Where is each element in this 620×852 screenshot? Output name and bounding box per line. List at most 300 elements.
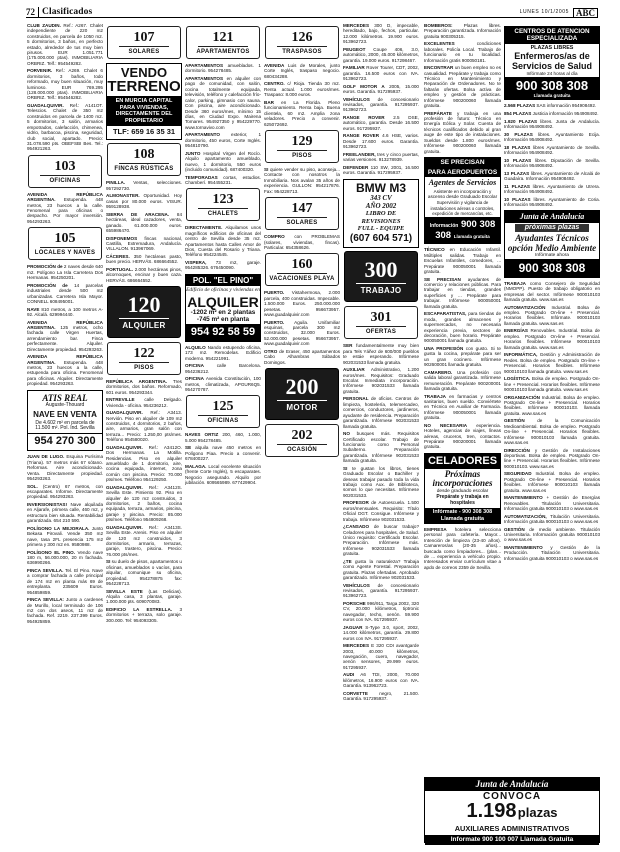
ad-heading: NAVE [27, 306, 40, 312]
ad-text: de concesionario revisados, garantía. 917295937. 913962723. [343, 96, 419, 113]
ad-text: SAS información 954908492. [535, 103, 597, 109]
ad-list [424, 23, 501, 154]
ad-text: y Gestión de Instalaciones deportivas. Bolsa de empleo. Postgrado On-line + Presencial. Horarios flexibles. Infórmese 900010103. www.sas.es [504, 447, 600, 469]
classified-ad [424, 277, 501, 309]
health-free-call: Llamada gratuita [505, 93, 599, 99]
ad-text: de Eraser, 450 apartamentos Cabo Alhambras Sábados Domingos. [264, 348, 340, 365]
classified-ad [343, 23, 419, 45]
ad-heading: NAVES ORTIZ [185, 432, 219, 438]
ad-heading: PEUGEOT [343, 46, 366, 52]
ad-text: Ventas, selecciones. 957292730. [106, 180, 182, 191]
ad-text: y Gestión de la Producción. Titulación Universitaria. Información gratuita 900010103 o www.sas.es [504, 544, 600, 561]
category-work [344, 251, 418, 302]
classified-ad [343, 396, 419, 428]
ad-heading: SEVILLA ESTE [106, 588, 143, 594]
classified-ad [343, 625, 419, 641]
ad-heading: ENERGÍAS [504, 328, 528, 334]
ad-text: Esquina Purísima (Triana). 57 metros más 67 sótano. Reformas. Aire acondicionado. Venta. Directamente propiedad. 954293263. [27, 454, 103, 481]
classified-ad [343, 133, 419, 149]
ad-list [106, 379, 182, 624]
category-name: CHALETS [207, 211, 239, 218]
ad-heading: 13 PLAZAS [504, 170, 530, 176]
classified-ad [185, 432, 261, 443]
classified-ad [106, 445, 182, 483]
ad-text: 996/911, Targa 2002, 320 CV, 20.000 kilómetros, tiptronic navegador, techo, xenón. 59.900 euros con IVA. 917295937. [343, 601, 419, 623]
ad-heading: OTRO [264, 348, 278, 354]
classified-ad [504, 495, 600, 511]
category-name: PISOS [134, 364, 154, 371]
category-name: APARTAMENTOS [196, 49, 250, 55]
category-flats-wanted [265, 130, 339, 163]
ad-heading: SEGURIDAD [504, 471, 532, 477]
ad-text: un buen empleo no es casualidad. Prepárate y trabaja como Técnico en Mantenimiento y Reparación de Ordenadores. No te faltarán ofertas. Bolsa activa de empleo y gestión de prácticas. Infórmese 900200060 llamada gratuita. [424, 65, 501, 109]
category-rental [107, 286, 181, 337]
admin-ad-plazas: plazas [517, 805, 558, 821]
classified-ad [343, 152, 419, 163]
ad-text: de medio ambiente. Titulación Universitaria. Información gratuita 900010103 o www.sas.es [504, 526, 600, 543]
classified-ad [504, 352, 600, 374]
category-transfers [265, 26, 339, 59]
ad-text: para tiendas de moda, grandes almacenes y supermercados, no necesaria experiencia previa, sectores de decoración, buen horario. Prepárate 900050001 llamada gratuita. [424, 311, 501, 344]
ad-text: Plazas libres. Preparación garantizada. Información gratuita 900305315. [424, 23, 501, 39]
ad-text: 110 SW, 2001, 16.500 euros. Garantía. 917295937. [343, 164, 419, 176]
category-offices [186, 395, 260, 428]
ad-heading: 30 PLAZAS [504, 131, 533, 137]
classified-ad [424, 370, 501, 392]
classified-ad [504, 376, 600, 392]
ad-heading: 10 PLAZAS [504, 196, 531, 202]
ad-heading: ¿CANSADO [343, 524, 370, 530]
category-number: 122 [133, 345, 155, 361]
ad-text: 300 D, impecable, hereditado, bajo, fechos, particular. 12.000 kilómetros. 19.900 euros. 913962723. [343, 23, 419, 45]
ad-heading: ALMONASTER. [106, 193, 140, 199]
category-name: LOCALES Y NAVES [34, 250, 96, 257]
ad-text: de la Comunicación Medioambiental. Bolsa de empleo. Postgrado On-line + Presencial. Horarios flexibles. Infórmese 900010103 llamada gratuita. www.sas.es [504, 418, 600, 445]
sale-box-phone: 954 270 300 [28, 433, 102, 448]
ad-text: quiere vender su piso, aconseja... Contacte con nosotros la Inmobiliaria. Nos avalan 35 años de experiencia. GULLON: 954217876. Fax: 954228713. [264, 167, 340, 194]
classified-ad [264, 290, 340, 317]
classified-ad [343, 165, 419, 176]
ad-heading: SI [343, 465, 348, 471]
classified-ad [504, 132, 600, 143]
ad-text: Hospital Virgen del Rocío. Alquilo apartamento amueblado, nuevo, 1 dormitorio, 550 euros (incluido comunidad). 687400320. [185, 150, 261, 172]
ad-heading: BAR [264, 99, 274, 105]
airport-info-label: Información [429, 223, 459, 230]
ad-heading: TRABAJA [504, 280, 526, 286]
ad-heading: AUTOMATIZACIÓN, [504, 513, 547, 519]
ad-text: Alquilamos unos magníficos edificios de oficinas del centro de Sevilla desde 35 m2. Apartamentos hasta Calles Amor de Dios, Cuesta del Rosario y Triana. Teléfono 954224545. [185, 225, 261, 258]
office-rental-title: POL. "EL PINO" [186, 275, 260, 286]
classified-ad [106, 397, 182, 408]
health-jobs-ad [504, 26, 600, 100]
classified-ad [343, 367, 419, 394]
ad-heading: 11 PLAZAS [504, 183, 530, 189]
ad-text: 3 dormitorios + terraza, solo garaje. 300.000. Tel: 954093305. [106, 607, 182, 623]
category-motor [265, 368, 339, 419]
ad-heading: GUADALQUIVIR. [106, 444, 143, 450]
airport-title: SE PRECISAN [425, 158, 500, 168]
airport-line-3: Supervisión y vigilancia de instalaciones aéreas o controles, expedición de mercancías, etc. [430, 200, 495, 216]
classified-ad [504, 119, 600, 130]
ad-heading: MANTENIMIENTO [504, 544, 543, 550]
ad-heading: PROMOCIÓN de [27, 282, 68, 288]
ad-text: busques más. Requisitos Certificado escolar. Trabajo de funcionario como Personal Subalterno. Preparación garantizada. Infórmese 902031533 llamada gratuita. [343, 431, 419, 464]
bmw-phone: (607 604 571) [349, 233, 413, 245]
airport-free-call: Llamada gratuita [453, 234, 490, 240]
ad-text: Vistahermosa, 2.000 parcela, 400 construidas. Impecable. 1.500.000 Euros. 250.000.000 pesetas. 956673957. www.guadalquivir.com [264, 290, 340, 318]
classified-ad [343, 643, 419, 670]
env-heading-1: Ayudantes Técnicos [515, 233, 589, 244]
newspaper-logo: ABC [573, 8, 598, 18]
ad-list [264, 167, 340, 194]
ad-heading: JAGUAR [343, 624, 363, 630]
ad-text: de oficios. Centros de limpieza, hostelería, telemercadeo, comercios, conductores, jardineros, ayudante de residencia. Preparación garantizada. Infórmese 902031533 llamada gratuita. [343, 396, 419, 429]
ad-text: Junto a cardenes de Murillo, local terminado de 106 m2 con dos aseos, 11 m2 de fachada. Ref. 2219. 237.399 Euros. 954925859. [27, 597, 103, 624]
env-upcoming: próximas plazas [515, 224, 589, 232]
office-rental-size-2: -745 m² en planta [196, 316, 250, 324]
ad-heading: SI [106, 559, 111, 565]
ad-text: Ref.: A269. Chalet 6 dormitorios, 3 baños, todo reformado, muy buen situación, muy luminoso. EUR 769.295 (128.000.000 ptas). INMOBILIARIA ORBRIZ. Telf.: 954546282. [27, 68, 103, 101]
classified-ad [106, 589, 182, 605]
ad-heading: TRABAJA [424, 393, 446, 399]
ad-heading: DIRECCIÓN [504, 447, 530, 453]
airport-line-1: Asistente en incorporación y [433, 188, 492, 194]
classified-ad [504, 158, 600, 169]
ad-text: Junto Bekasa Pirovali. Vende 350 m2 nave, tasa 2FL presencia 175 m2 primera y 300 m2 en. 9580988. [27, 525, 103, 547]
ad-list [185, 225, 261, 270]
category-number: 121 [212, 30, 234, 45]
ad-text: hotelera selecciona personal para cafetería. Mayor... Intención de limpieza (23-40 años). Camareros/as (20-35 años)... buscada como limpiadores... (plan... de ... experiencia a vehículo propio. Interesados enviar currículum vitae a apdo de correos 2359 de Sevilla. [424, 526, 501, 570]
ad-text: gusta la naturaleza? Trabaja como Agente Forestal. Preparación gratuita. Plazas ofertadas. Aprobado garantizado. Infórmese 902031533. [343, 558, 419, 580]
ad-heading: GESTIÓN [504, 418, 525, 424]
category-premises [28, 227, 102, 260]
classified-ad [424, 423, 501, 450]
ad-heading: PORTUGAL. [106, 267, 134, 272]
ad-text: libres. Ayuntamiento de Coria. Información 954908492. [504, 196, 600, 207]
ad-text: Ref.: A267. Chalet independiente de 220 m2 construidos, en parcela de 1050 m2. 5 dormitorios, 3 baños, en perfecto estado, alrededor de tus muy bien pirusos. EUR 1.051.771 (175.000.000 ptas). INMOBILIARIA ORBRIZ. Telf.: 954549282. [27, 23, 103, 66]
category-name: TRASPASOS [282, 49, 322, 55]
ad-text: Ref.: A141OT. Telescios. Chalet de 350 m2 construidos en parcela de 1400 m2. 5 dormitorios, 3 salón, armarios empotrados, calefacción, chimenea, vidrio, barbacoa, piscina, seguridad, club social, apartado. Precio: 31.078.590 pts. OBEFSBI Bes. Tel.: 954921263. [27, 103, 103, 152]
category-number: 129 [291, 133, 313, 149]
ad-text: condiciones laborales. Policía Local. Trabajo de funcionario en tu localidad. Información gratis 900050181. [424, 41, 501, 63]
ad-list [424, 527, 501, 570]
ad-text: Una profesión con salida laboral garantizada. Infórmese remuneración. Prepárate 900200001 llamada gratuita. [424, 369, 501, 391]
ad-heading: 1.920 PLAZAS [504, 118, 538, 124]
ad-heading: RANGE ROVER [343, 115, 385, 121]
ad-text: fincas nacional, Castilla, Extremadura, Andalucía. VILLALON. 913967069. [106, 235, 182, 252]
ad-heading: CAMARERO. [424, 369, 453, 375]
classified-ad [424, 247, 501, 274]
ad-text: libres. Ayuntamiento Ecija. Información 954908492. [504, 131, 600, 142]
classified-ad [106, 607, 182, 623]
ad-text: en farmacias y centros sanitarios, buen sueldo. Conviértete en Técnico en Auxiliar de Farmacia. Infórmese 900050001 llamada gratuita. [424, 393, 501, 421]
ad-text: Luis de Morales, junto Corte Inglés, traspaso negocio. 680434288. [264, 63, 340, 79]
category-name: SOLARES [128, 49, 160, 55]
ad-text: (Centro) 67 metros, con escaparates. Informe. Directamente propiedad. 954293263. [27, 483, 103, 500]
classified-ad [424, 311, 501, 343]
classified-ad [343, 559, 419, 581]
classified-ad [504, 448, 600, 470]
classified-ad [106, 525, 182, 557]
ad-heading: FINCA SEVILLA. [27, 567, 64, 573]
ad-text: E 320 CDI avantgarde 2003, 40.000 kilómetros, navegación, cuero, navegador, xenón sensores, 29.999 euros. 917295937. [343, 643, 419, 670]
classified-ad [424, 111, 501, 154]
category-number: 107 [133, 30, 155, 45]
admin-ad-role: AUXILIARES ADMINISTRATIVOS [454, 824, 570, 834]
classified-ad [343, 466, 419, 498]
ad-text: amueblados. 1 dormitorio. 954278485. [185, 63, 261, 74]
column-1 [27, 23, 103, 844]
category-chalets [186, 188, 260, 221]
category-name: MOTOR [286, 403, 318, 413]
category-name: OFERTAS [365, 329, 397, 336]
category-rustic-estates [107, 143, 181, 176]
classified-ad [343, 601, 419, 623]
ad-heading: APARTAMENTOS [185, 63, 224, 69]
classified-ad [343, 672, 419, 688]
land-sale-ad [106, 63, 182, 140]
health-title-2: ESPECIALIZADA [505, 35, 599, 43]
bmw-power: 343 CV [370, 193, 392, 202]
ad-heading: JUNTO [185, 150, 201, 156]
ad-text: con PROBLEMAS (solares, viviendas, fincas). Particular. 654358626. [264, 234, 340, 250]
classified-ad [27, 264, 103, 280]
health-free-places: PLAZAS LIBRES [530, 44, 574, 51]
ad-heading: INVERSIONISTAS! [27, 501, 67, 507]
ad-heading: CLUB ZAUDIN. [27, 23, 61, 28]
bmw-ad [343, 179, 419, 248]
orderlies-ad [424, 453, 501, 524]
sale-box-subtitle: Auguste-Thouard [45, 402, 85, 409]
ad-list [27, 192, 103, 224]
classified-ad [27, 526, 103, 548]
ad-text: Ref.: A3412O. Dos Hermanas. La Motilla. Residencias. Piso en alquiler amueblado de 1 dormitorio, aire, cocina equipada, internet, zona común con piscina. Precio: 70.000 pts/mes. Teléfono 954129250. [106, 444, 182, 483]
classified-ad [27, 502, 103, 524]
ad-heading: GOLF MOTOR A [343, 83, 385, 89]
ad-text: calle Barcelona. 954236212. [185, 363, 261, 374]
ad-heading: GUADALQUIVIR. [106, 484, 143, 490]
ad-text: Gestión y Administración de Redes. Bolsa de empleo. Postgrado On-line + Presencial. Horarios flexibles. Infórmese 900010103 llamada gratuita. www.sas.es [504, 352, 600, 374]
classified-ad [27, 484, 103, 500]
classified-ad [264, 167, 340, 194]
ad-heading: UNA PROFESIÓN [424, 345, 464, 351]
ad-text: + Gestión de Energías Renovables. Titulación Universitaria. Información gratuita 900010103 o www.sas.es [504, 495, 600, 511]
ad-heading: JUAN DE LUGO. [27, 454, 65, 460]
ad-list [504, 281, 600, 561]
classified-ad [27, 320, 103, 352]
ad-heading: BOMBEROS: [424, 23, 453, 28]
category-flats [107, 342, 181, 375]
admin-assistants-ad [424, 777, 600, 843]
category-name: OCASIÓN [286, 446, 318, 453]
column-7 [504, 23, 600, 844]
ad-heading: MALAGA. [185, 463, 207, 469]
category-name: SOLARES [286, 220, 318, 227]
classified-ad [185, 363, 261, 374]
classified-ad [106, 410, 182, 442]
health-title-1: CENTROS DE ATENCION [505, 27, 599, 35]
ad-heading: AVENIDA [264, 63, 285, 69]
classified-ad [504, 145, 600, 156]
classified-ad [27, 192, 103, 224]
airport-line-2: ascenso desde Graduado Escolar [427, 194, 498, 200]
ad-heading: MANTENIMIENTO [504, 495, 543, 501]
ad-heading: SE PRECISAN [424, 276, 461, 282]
classified-ad [343, 524, 419, 556]
classified-ad [343, 65, 419, 81]
ad-heading: COMPRO [264, 234, 285, 240]
ad-text: Industrial. Bolsa de empleo. Postgrado On-line + Presencial. Horarios flexibles. Infórmese 900010103. llamada gratuita. www.sas.es [504, 394, 600, 416]
ad-heading: LOGÍSTICA. [504, 376, 531, 382]
classified-ad [343, 500, 419, 522]
classified-ad [504, 527, 600, 543]
orderlies-incorporations: incorporaciones [432, 477, 493, 488]
classified-ad [106, 236, 182, 252]
ad-heading: SER [343, 343, 353, 349]
ad-heading: FAMILIAR [343, 65, 365, 71]
ad-text: te gustan los libros, tienes Graduado Escolar o Bachiller y deseas trabajar pasado toda la vida trabajo como Aux. de Biblioteca, somos lo que necesitas. Infórmese 902031533. [343, 465, 419, 498]
classified-ad [343, 84, 419, 95]
ad-list [343, 583, 419, 702]
classified-ad [106, 193, 182, 209]
ad-text: A6 TDI, 2000, 70.000 kilómetros, 16.900 euros con IVA. Garantía. 913962723. [343, 672, 419, 689]
category-number: 125 [212, 399, 234, 415]
ad-text: 14 parcelas industriales desde 500 m2 urbanizadas. Carretera Isla Mayor. CONNELL 608495001. [27, 282, 103, 304]
ad-text: 350 hectáreas pasto, buen precio. HERVÁS. 686664552. [106, 254, 182, 265]
ad-text: libres. Ayuntamiento de Alcalá de Guadaíra. Información 954908492. [504, 170, 600, 181]
ad-heading: 10 PLAZAS [504, 157, 532, 163]
ad-heading: POLÍGONO EL PINO. [27, 549, 76, 555]
env-phone: 900 308 308 [505, 259, 599, 277]
ad-heading: 854 PLAZAS [504, 110, 532, 116]
orderlies-phone: Infórmate - 900 308 308 Llamada gratuita [425, 508, 500, 523]
classified-ad [185, 76, 261, 130]
category-name: OFICINAS [49, 177, 81, 184]
ad-list [27, 264, 103, 386]
classified-ad [504, 281, 600, 303]
classified-ad [504, 103, 600, 108]
health-hours: Infórmate 24 horas al día [526, 71, 578, 77]
classified-ad [343, 431, 419, 463]
ad-list [343, 343, 419, 580]
ad-text: 2.5 DSE, automático, garantía. Desde 16.500 euros. 917295937. [343, 115, 419, 131]
ad-text: 125 metros, ocho fachada calle Virgen Huertas, arrendamiento bar. Finca perfectamente. Alquiler. Directamente propiedad. 954293263. [27, 324, 103, 352]
ad-heading: GUADALQUIVIR. [106, 410, 143, 416]
ad-heading: ORGANIZACIÓN [504, 394, 540, 400]
ad-heading: EDIFICIO LA ESTRELLA. [106, 607, 173, 613]
ad-heading: TEMPORADAS [185, 174, 218, 180]
bmw-feature-3: FULL - EQUIPE [357, 225, 405, 233]
bmw-year: AÑO 2002 [365, 201, 397, 210]
ad-heading: PORVENIR. [27, 68, 53, 74]
category-apartments [186, 26, 260, 59]
classified-ad [185, 63, 261, 74]
category-name: FINCAS RÚSTICAS [114, 166, 174, 173]
ad-heading: ¿TE [343, 558, 352, 564]
classified-ad [185, 175, 261, 186]
land-sale-text: EN MURCIA CAPITAL PARA VIVIENDAS, DIRECTAMENTE DEL PROPIETARIO [107, 96, 181, 126]
classified-ad [27, 550, 103, 566]
ad-text: de buscar trabajo? Celadores para hospitales, de Salud. Único requisito: Certificado Escolar. Preparación. Infórmese más. Infórmese 902031533 llamada gratuita. [343, 524, 419, 557]
classified-ad [504, 305, 600, 327]
ad-list [27, 23, 103, 152]
office-rental-phone: 954 92 58 59 [186, 324, 260, 341]
ad-heading: GESTIÓN [504, 526, 525, 532]
land-sale-subtitle: TERRENO [107, 78, 181, 96]
env-title: Junta de Andalucía [505, 211, 599, 222]
office-rental-heading: ALQUILER [187, 293, 259, 310]
column-2 [106, 23, 182, 844]
ad-text: cortas, estudios. Chamberí. 954455231. [185, 174, 261, 185]
classified-ad [424, 346, 501, 368]
ad-text: 2005, 15.000 euros. Garantía. 917295937. [343, 83, 419, 95]
category-name: ALQUILER [122, 321, 166, 331]
ad-text: Ref.: A3413S. Sevilla Este. Arenis. Piso en alquiler de 120 m2 construidos, 3 dormitorios, armario, terrazas, garaje, trastero, piscina. Precio: 76.000 pts/mes. [106, 524, 182, 557]
airport-jobs-ad [424, 157, 501, 245]
ad-text: libres. Ayuntamiento de Utrera. Información 954908492. [504, 183, 600, 194]
ad-heading: MERCEDES [343, 643, 370, 649]
admin-ad-convoca: CONVOCA [482, 790, 542, 802]
ad-text: experiencia. Hoteles, agencias de viajes, líneas aéreas, cruceros, tren, contactos. Prepárate 900200001 llamada gratuita. [424, 422, 501, 450]
sale-box-text: De 4.602 m² en parcela de 11.500 m². Pol. Ind. Sevilla [35, 419, 95, 432]
classified-ad [106, 559, 182, 586]
orderlies-next: Próximas [444, 468, 481, 479]
ad-heading: VEHÍCULOS [343, 582, 370, 588]
ad-heading: PUERTO. [264, 319, 285, 325]
ad-heading: FINCA SEVILLA: [27, 597, 64, 603]
ad-text: Estupenda. 448 metros, 23 huecos a la calle, estupenda para oficina. Fenomenal para oficinas. Alquiler. Directamente propiedad. 954293263. [27, 359, 103, 387]
ad-heading: MERCEDES [343, 23, 370, 28]
classified-ad [185, 151, 261, 173]
page-number: 72 [26, 7, 39, 18]
bmw-feature-2: REVISIONES [361, 217, 401, 225]
ad-list [264, 290, 340, 365]
classified-ad [504, 471, 600, 493]
office-rental-ad [185, 274, 261, 342]
classified-ad [185, 132, 261, 148]
ad-list [424, 247, 501, 449]
category-number: 123 [212, 192, 234, 208]
category-number: 160 [291, 257, 313, 273]
classified-ad [264, 100, 340, 127]
ad-text: Aguila. Unifamiliar esquinas, parcela 300 m2 construidos, 32.000 Euros. 52.000.000 pesetas. 956673957. www.guadalquivir.com [264, 319, 340, 347]
ad-heading: PREPÁRATE [424, 110, 452, 116]
classified-ad [106, 485, 182, 523]
ad-list [185, 63, 261, 185]
ad-heading: AVENIDA REPÚBLICA ARGENTINA. [27, 319, 103, 330]
classified-ad [27, 307, 103, 318]
health-heading-2: Servicios de Salud [511, 61, 593, 72]
classified-ad [343, 343, 419, 365]
classified-ad [424, 394, 501, 421]
admin-ad-count: 1.198 [466, 800, 517, 823]
ad-text: Ref.: A3412S. Sevilla Este. Pimiento 92. Piso en alquiler de 120 m2 construidos, 3 dormitorios, 2 baños, cocina equipada, terraza, armarios, piscina, garaje y piscina. Precio: 85.000 pts/mes. Teléfono 954809268. [106, 484, 182, 523]
ad-heading: SE [185, 445, 192, 451]
ad-text: fundamentalmente muy bien para Tels Yáñez de 600/000 pueblos te estáe esperando. Infórmese 902031533 llamada gratuita. [343, 343, 419, 365]
ad-text: (Las Delicias). Alquila casa, 3 plantas, garaje. 1.000.000 pts. 609070083. [106, 588, 182, 605]
ad-heading: DEFENDER [343, 164, 369, 170]
ad-heading: ESCAPARATISTAS, [424, 311, 467, 317]
land-sale-phone: TLF: 659 16 35 31 [112, 127, 176, 137]
classified-ad [424, 65, 501, 108]
ad-text: Nando estupendo oficina, 173 m2. Remodelas. Edificio moderno. 954221991. [185, 344, 261, 361]
ad-heading: PINILLA. [106, 180, 126, 186]
ad-text: exterior, 1 dormitorio, 450 euros, Corte Inglés. 954810790. [185, 132, 261, 149]
ad-heading: APARTAMENTO [185, 132, 220, 138]
admin-ad-title: Junta de Andalucía [425, 778, 599, 791]
ad-heading: REPÚBLICA ARGENTINA. [106, 378, 168, 384]
category-number: 103 [54, 158, 76, 174]
